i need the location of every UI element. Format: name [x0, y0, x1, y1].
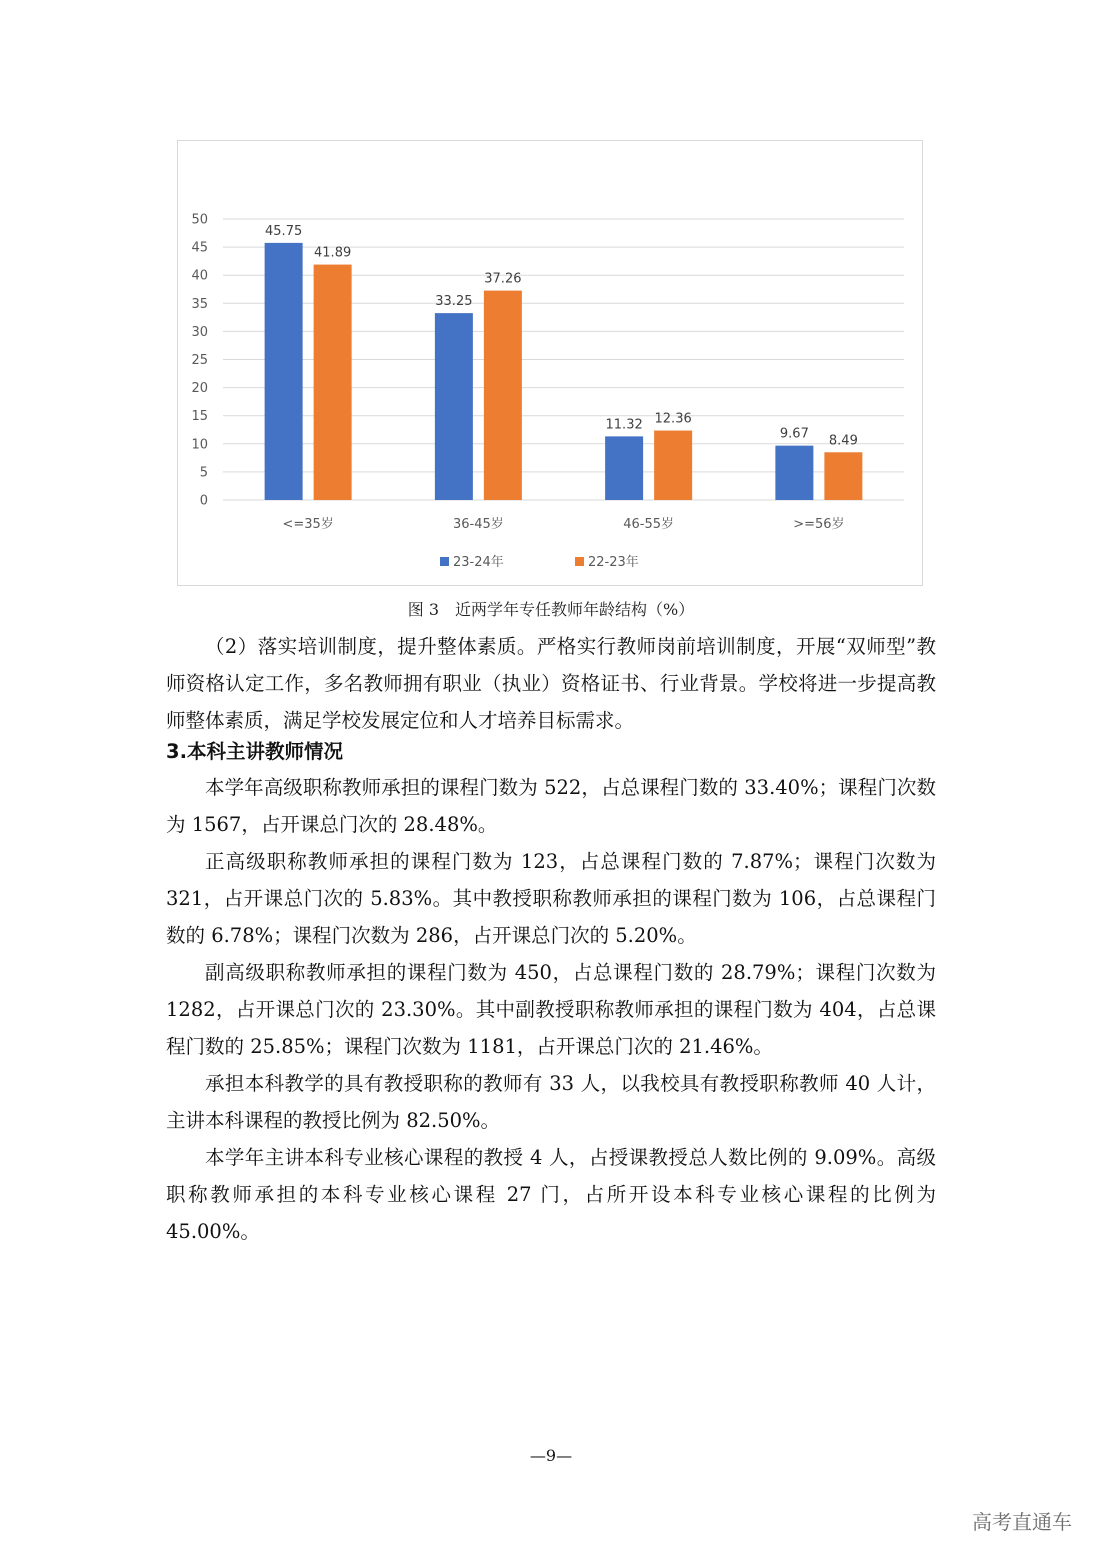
- legend-label: 22-23年: [588, 555, 639, 570]
- bar: [265, 243, 303, 500]
- y-tick-label: 40: [191, 268, 208, 284]
- x-tick-label: >=56岁: [793, 517, 845, 532]
- y-tick-label: 5: [199, 465, 208, 481]
- page-number: —9—: [529, 1446, 573, 1465]
- bar: [605, 436, 643, 500]
- paragraph-professor-ratio: 承担本科教学的具有教授职称的教师有 33 人，以我校具有教授职称教师 40 人计，主讲本科课程的教授比例为 82.50%。: [166, 1072, 936, 1132]
- legend-swatch: [575, 557, 584, 566]
- y-tick-label: 15: [191, 409, 208, 425]
- paragraph-senior-title: 本学年高级职称教师承担的课程门数为 522，占总课程门数的 33.40%；课程门次数为 1567，占开课总门次的 28.48%。: [166, 776, 936, 836]
- data-label: 8.49: [828, 433, 858, 449]
- legend-swatch: [440, 557, 449, 566]
- y-tick-label: 25: [191, 353, 208, 368]
- y-tick-label: 50: [191, 212, 208, 228]
- data-label: 9.67: [779, 426, 809, 442]
- y-tick-label: 35: [191, 296, 208, 312]
- figure-caption: 图 3 近两学年专任教师年龄结构（%）: [407, 600, 695, 619]
- chart-container: [177, 140, 923, 586]
- paragraph-training: （2）落实培训制度，提升整体素质。严格实行教师岗前培训制度，开展“双师型”教师资格认定工作，多名教师拥有职业（执业）资格证书、行业背景。学校将进一步提高教师整体素质，满足学校发展定位和人才培养目标需求。: [166, 635, 936, 732]
- data-label: 41.89: [314, 245, 352, 261]
- paragraph-core-courses: 本学年主讲本科专业核心课程的教授 4 人，占授课教授总人数比例的 9.09%。高级职称教师承担的本科专业核心课程 27 门，占所开设本科专业核心课程的比例为 45.00%。: [166, 1146, 936, 1243]
- y-tick-label: 45: [191, 240, 208, 256]
- data-label: 11.32: [605, 417, 643, 433]
- bar: [824, 452, 862, 500]
- y-tick-label: 30: [191, 324, 208, 340]
- y-tick-label: 10: [191, 437, 208, 453]
- x-tick-label: 36-45岁: [452, 517, 504, 532]
- bar: [484, 291, 522, 500]
- bar: [775, 446, 813, 500]
- data-label: 45.75: [265, 223, 303, 239]
- bar: [654, 431, 692, 500]
- data-label: 33.25: [435, 294, 473, 310]
- bar: [314, 265, 352, 500]
- data-label: 37.26: [484, 271, 522, 287]
- paragraph-full-senior-title: 正高级职称教师承担的课程门数为 123，占总课程门数的 7.87%；课程门次数为 321，占开课总门次的 5.83%。其中教授职称教师承担的课程门数为 106，占总课程门数的 6.78%；课程门次数为 286，占开课总门次的 5.20%。: [166, 850, 936, 947]
- legend-label: 23-24年: [453, 555, 504, 570]
- watermark: 高考直通车: [972, 1510, 1072, 1534]
- paragraph-associate-senior-title: 副高级职称教师承担的课程门数为 450，占总课程门数的 28.79%；课程门次数为 1282，占开课总门次的 23.30%。其中副教授职称教师承担的课程门数为 404，占总课程门数的 25.85%；课程门次数为 1181，占开课总门次的 21.46%。: [166, 961, 936, 1058]
- y-tick-label: 0: [199, 493, 208, 509]
- x-tick-label: 46-55岁: [623, 517, 675, 532]
- bar-chart: [178, 141, 924, 587]
- data-label: 12.36: [654, 411, 692, 427]
- bar: [435, 313, 473, 500]
- x-tick-label: <=35岁: [282, 517, 334, 532]
- y-tick-label: 20: [191, 381, 208, 397]
- section-heading: 3.本科主讲教师情况: [166, 740, 343, 763]
